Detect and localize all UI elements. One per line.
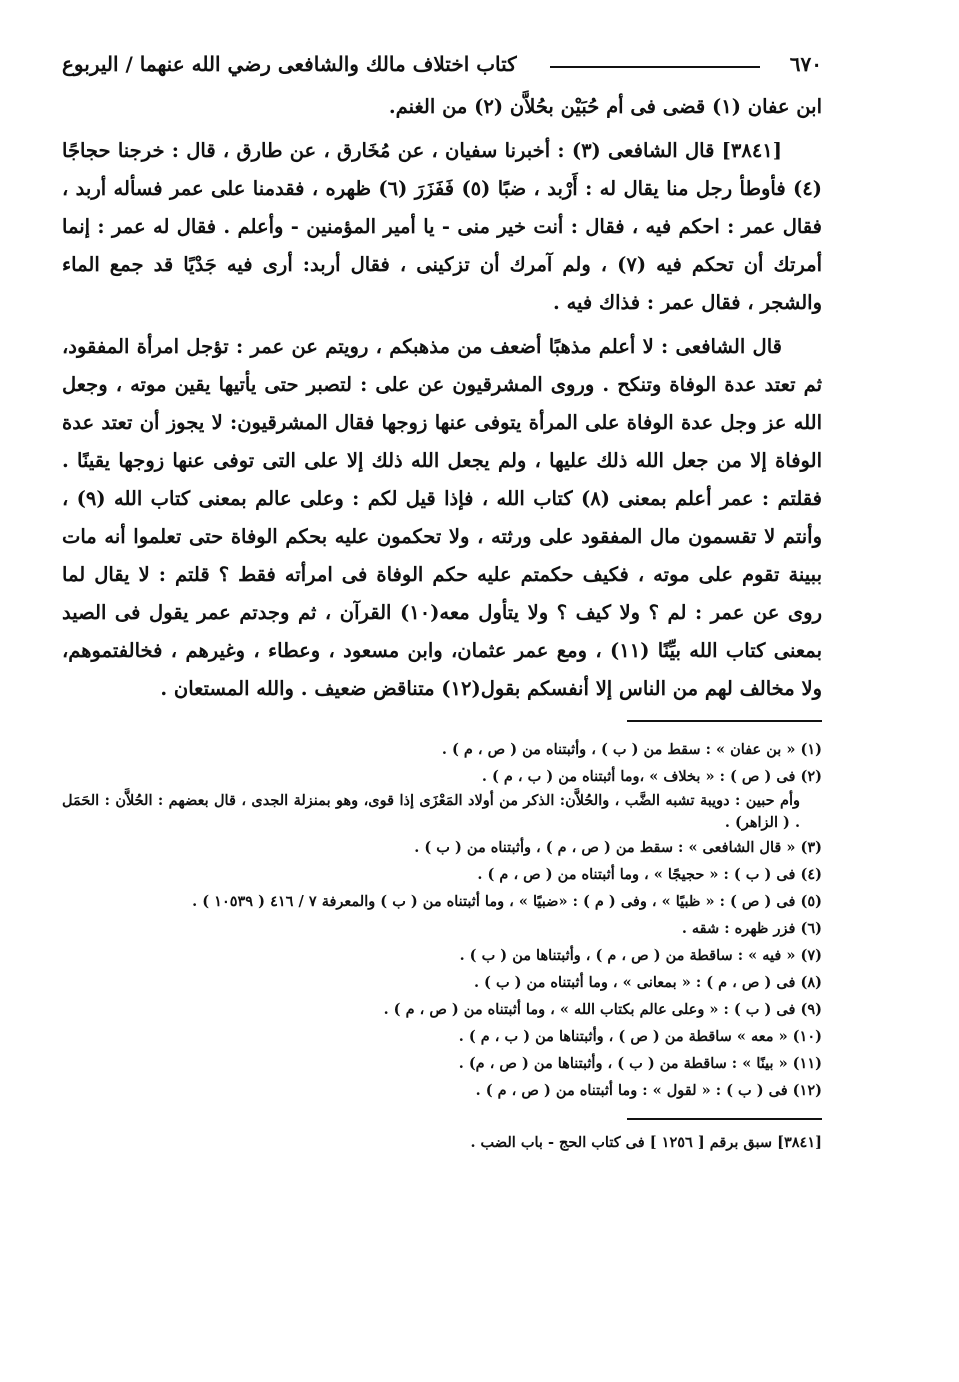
footnote-continuation: وأم حبين : دويبة تشبه الضَّب ، والحُلاَّن: الذكر من أولاد المَعْزَى إذا قوى، وهو بمنزلة الجدى ، قال بعضهم : الحُلاَّن : الحَمَل . ( الزاهر) . <box>62 792 800 831</box>
paragraph-hadith-3841 <box>62 132 822 322</box>
footnote: (٦) فزر ظهره : شقه . <box>681 920 822 937</box>
footnote: (١٢) فى ( ب ) : « لقول » : وما أثبتناه من ( ص ، م ) . <box>475 1082 822 1099</box>
paragraph-lead: [٣٨٤١] قال الشافعى (٣) : <box>557 139 783 162</box>
page-number: ٦٧٠ <box>789 52 822 76</box>
footnotes <box>62 736 822 1104</box>
footnote: (١٠) « معه » ساقطة من ( ص ) ، وأثبتناها من ( ب ، م ) . <box>458 1028 822 1045</box>
cross-reference-note: [٣٨٤١] سبق برقم [ ١٢٥٦ ] فى كتاب الحج - باب الضب . <box>470 1134 822 1151</box>
footnote: (١) « بن عفان » : سقط من ( ب ) ، وأثبتناه من ( ص ، م ) . <box>441 741 822 758</box>
footnote: (٨) فى ( ص ، م ) : « بمعانى » ، وما أثبتناه من ( ب ) . <box>473 974 822 991</box>
footnote: (٣) « قال الشافعى » : سقط من ( ص ، م ) ، وأثبتناه من ( ب ) . <box>414 839 822 856</box>
paragraph-lead: قال الشافعى : <box>661 335 782 358</box>
header-rule <box>550 66 760 68</box>
footnote: (٢) فى ( ص ) : « بخلاف » ،وما أثبتناه من ( ب ، م ) . <box>481 768 822 785</box>
footnote: (٩) فى ( ب ) : « وعلى عالم بكتاب الله » ، وما أثبتناه من ( ص ، م ) . <box>383 1001 822 1018</box>
running-title: كتاب اختلاف مالك والشافعى رضي الله عنهما / اليربوع <box>62 52 517 76</box>
paragraph-shafii-commentary <box>62 328 822 708</box>
source-divider <box>627 1118 822 1120</box>
footnote: (١١) « بينًا » : ساقطة من ( ب ) ، وأثبتناها من ( ص ، م) . <box>458 1055 822 1072</box>
paragraph-text: لا أعلم مذهبًا أضعف من مذهبكم ، رويتم عن عمر : تؤجل امرأة المفقود، ثم تعتد عدة الوفاة وتنكح . وروى المشرقيون عن على : لتصبر حتى يأتيها يقين موته ، وجعل الله عز وجل عدة الوفاة على المرأة يتوفى عنها زوجها فقال المشرقيون: لا يجوز أن تعتد عدة الوفاة إلا من جعل الله ذلك عليها ، ولم يجعل الله ذلك إلا على التى توفى عنها زوجها يقينًا . فقلتم : عمر أعلم بمعنى (٨) كتاب الله ، فإذا قيل لكم : وعلى عالم بمعنى كتاب الله (٩) ، وأنتم لا تقسمون مال المفقود على ورثته ، ولا تحكمون عليه بحكم الوفاة حتى تعلموا أنه مات ببينة تقوم على موته ، فكيف حكمتم عليه حكم الوفاة فى امرأته فقط ؟ قلتم : لا يقال لما روى عن عمر : لم ؟ ولا كيف ؟ ولا يتأول معه(١٠) القرآن ، ثم وجدتم عمر يقول فى الصيد بمعنى كتاب الله بيِّنًا (١١) ، ومع عمر عثمان، وابن مسعود ، وعطاء ، وغيرهم ، فخالفتموهم، ولا مخالف لهم من الناس إلا أنفسكم بقول(١٢) متناقض ضعيف . والله المستعان . <box>62 335 822 700</box>
paragraph-text: أخبرنا سفيان ، عن مُخَارق ، عن طارق ، قال : خرجنا حجاجًا (٤) فأوطأ رجل منا يقال له : أَرْبد ، ضبًا (٥) فَفَزَرَ (٦) ظهره ، فقدمنا على عمر فسأله أربد ، فقال عمر : احكم فيه ، فقال : أنت خير منى - يا أمير المؤمنين - وأعلم . فقال له عمر : إنما أمرتك أن تحكم فيه (٧) ، ولم آمرك أن تزكينى ، فقال أربد: أرى فيه جَدْيًا قد جمع الماء والشجر ، فقال عمر : فذاك فيه . <box>62 139 823 314</box>
footnote: (٤) فى ( ب ) : « حجيجًا » ، وما أثبتناه من ( ص ، م ) . <box>477 866 822 883</box>
running-header <box>62 46 822 82</box>
footnote: (٧) « فيه » : ساقطة من ( ص ، م ) ، وأثبتناها من ( ب ) . <box>459 947 822 964</box>
book-page <box>62 46 822 1156</box>
paragraph-text: ابن عفان (١) قضى فى أم حُبَيْن بحُلاَّن (٢) من الغنم. <box>388 95 822 118</box>
paragraph-continuation <box>62 88 822 126</box>
footnotes-divider <box>627 720 822 722</box>
footnote: (٥) فى ( ص ) : « ظبيًا » ، وفى ( م ) : «ضبيًا » ، وما أثبتناه من ( ب ) والمعرفة ٧ / ٤١٦ ( ١٠٥٣٩ ) . <box>192 893 822 910</box>
main-text <box>62 88 822 708</box>
